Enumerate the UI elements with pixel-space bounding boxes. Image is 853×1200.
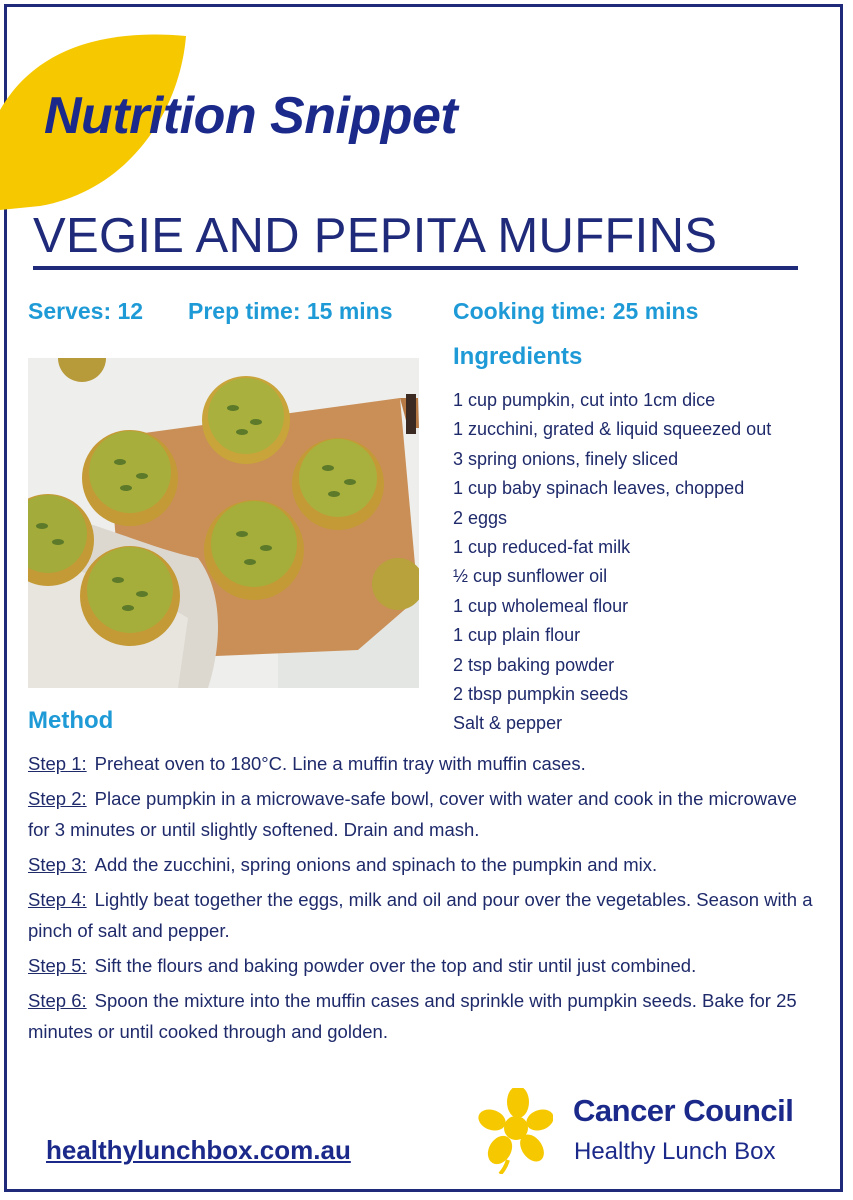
method-heading: Method xyxy=(28,707,114,734)
serves-label: Serves: 12 xyxy=(28,298,144,324)
step-text: Spoon the mixture into the muffin cases and sprinkle with pumpkin seeds. Bake for 25 minutes or until cooked through and golden. xyxy=(28,990,797,1042)
ingredient-item: 2 tbsp pumpkin seeds xyxy=(453,684,629,705)
muffins-photo xyxy=(28,358,419,688)
ingredient-item: 1 cup pumpkin, cut into 1cm dice xyxy=(453,390,716,410)
ingredient-item: 1 cup baby spinach leaves, chopped xyxy=(453,478,745,499)
ingredient-item: 1 zucchini, grated & liquid squeezed out xyxy=(453,419,772,440)
method-step xyxy=(28,849,818,880)
ingredients-list xyxy=(453,386,771,739)
step-label: Step 3: xyxy=(28,854,87,875)
org-subtitle: Healthy Lunch Box xyxy=(574,1138,776,1165)
daffodil-icon xyxy=(478,1088,553,1174)
recipe-title: VEGIE AND PEPITA MUFFINS xyxy=(33,209,718,263)
prep-time-label: Prep time: 15 mins xyxy=(188,298,393,324)
ingredient-item: 1 cup wholemeal flour xyxy=(453,595,629,616)
method-step xyxy=(28,950,818,981)
title-underline xyxy=(33,266,798,270)
cooking-time-label: Cooking time: 25 mins xyxy=(453,298,699,324)
step-text: Lightly beat together the eggs, milk and oil and pour over the vegetables. Season with a pinch of salt and pepper. xyxy=(28,889,813,941)
step-text: Place pumpkin in a microwave-safe bowl, cover with water and cook in the microwave for 3 minutes or until slightly softened. Drain and mash. xyxy=(28,788,797,840)
step-label: Step 2: xyxy=(28,788,87,809)
step-text: Preheat oven to 180°C. Line a muffin tray with muffin cases. xyxy=(94,753,586,774)
step-label: Step 6: xyxy=(28,990,87,1011)
ingredient-item: Salt & pepper xyxy=(453,713,563,734)
ingredient-item: 1 cup reduced-fat milk xyxy=(453,537,631,558)
step-label: Step 1: xyxy=(28,753,87,774)
step-text: Sift the flours and baking powder over the top and stir until just combined. xyxy=(94,955,697,976)
ingredient-item: 2 tsp baking powder xyxy=(453,654,615,675)
org-name: Cancer Council xyxy=(573,1093,794,1128)
method-step xyxy=(28,884,818,946)
method-step xyxy=(28,783,818,845)
ingredient-item: ½ cup sunflower oil xyxy=(453,566,608,587)
ingredients-heading: Ingredients xyxy=(453,343,583,370)
method-step xyxy=(28,985,818,1047)
website-link[interactable]: healthylunchbox.com.au xyxy=(46,1135,351,1165)
snippet-title: Nutrition Snippet xyxy=(44,87,458,145)
ingredient-item: 3 spring onions, finely sliced xyxy=(453,448,679,469)
step-label: Step 4: xyxy=(28,889,87,910)
ingredient-item: 1 cup plain flour xyxy=(453,625,581,646)
ingredient-item: 2 eggs xyxy=(453,507,508,528)
step-label: Step 5: xyxy=(28,955,87,976)
method-step xyxy=(28,748,818,779)
method-steps xyxy=(28,748,818,1051)
step-text: Add the zucchini, spring onions and spinach to the pumpkin and mix. xyxy=(94,854,658,875)
